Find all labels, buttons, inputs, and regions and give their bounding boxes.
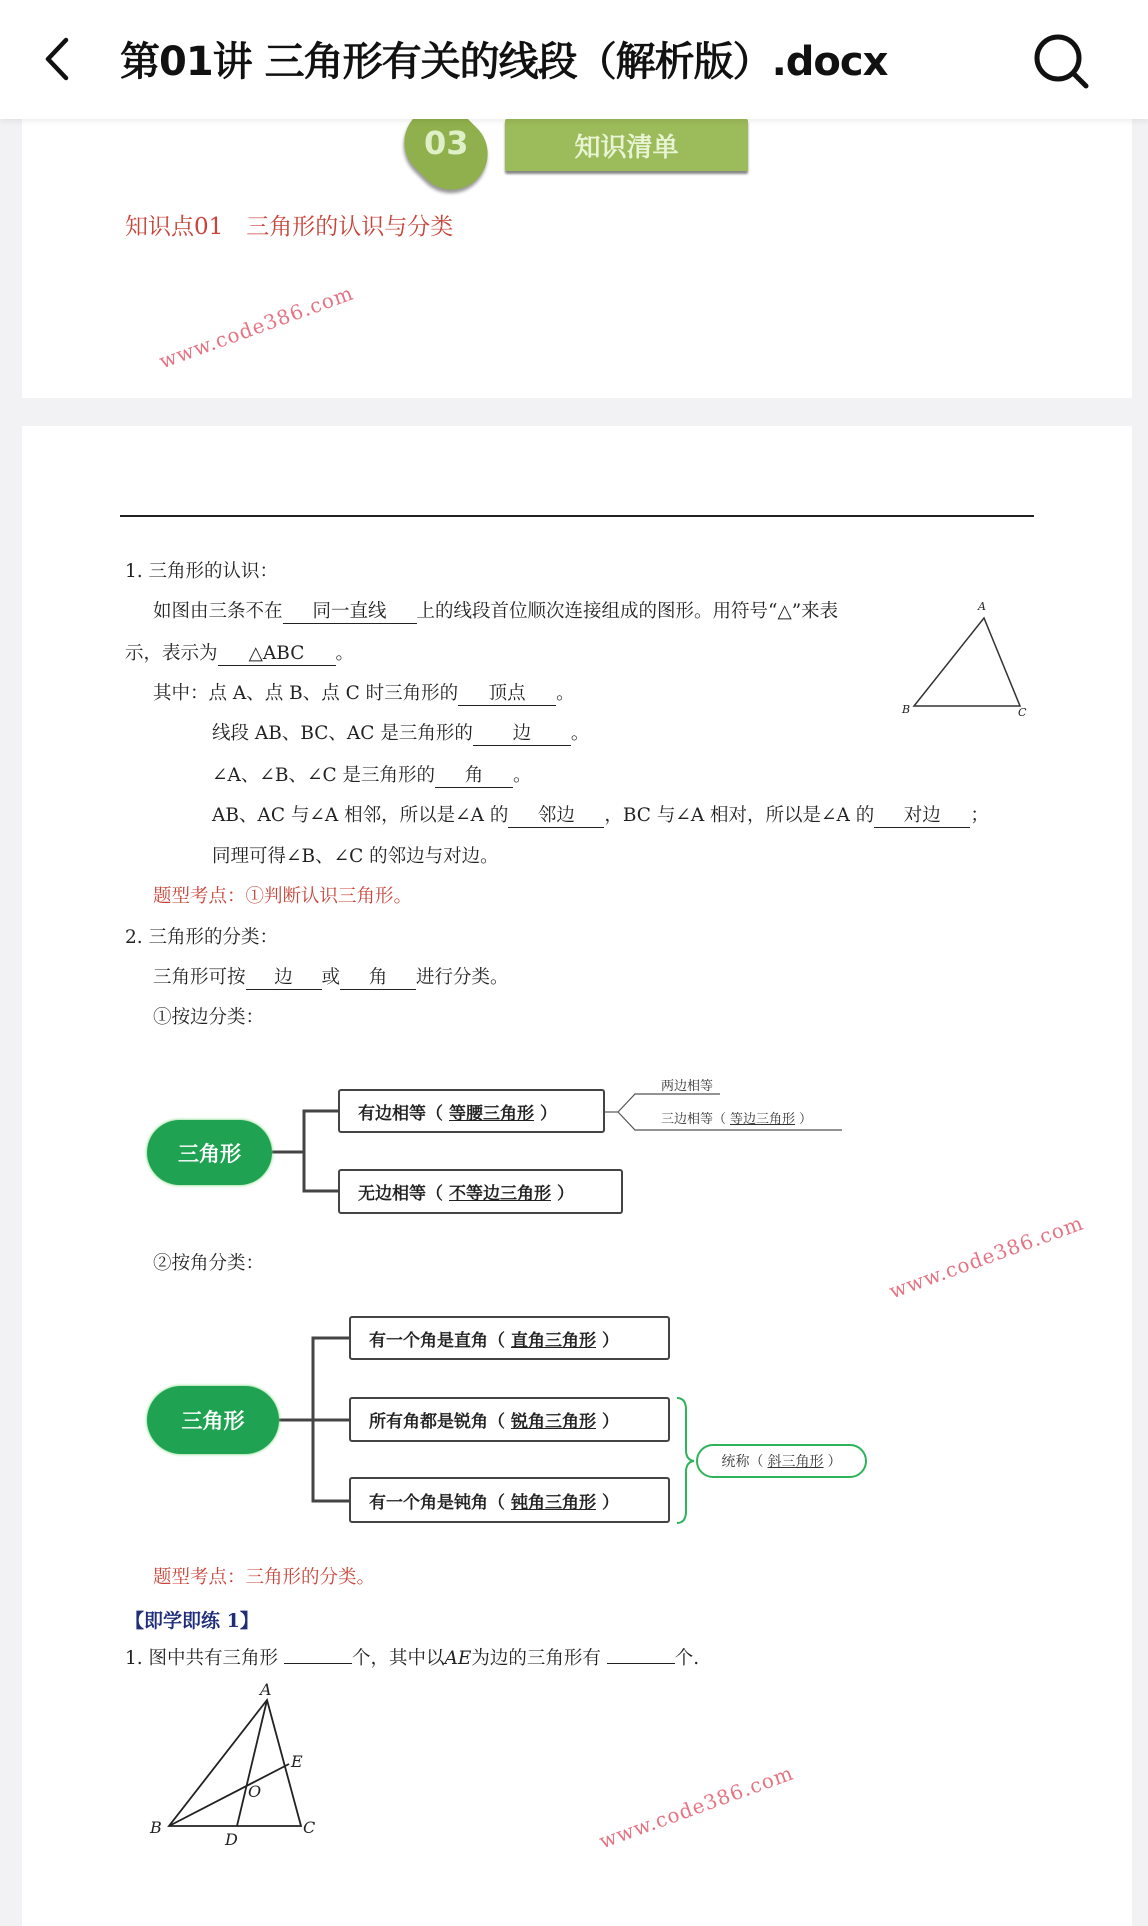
two-sides-equal: 两边相等	[661, 1079, 714, 1094]
practice-triangle	[169, 1700, 301, 1826]
q-label-e: E	[291, 1752, 303, 1771]
q-label-b: B	[150, 1818, 162, 1837]
question-1: 1. 图中共有三角形 个，其中以AE为边的三角形有 个.	[125, 1648, 700, 1669]
watermark: www.code386.com	[595, 1760, 797, 1854]
angle-root-node: 三角形	[147, 1386, 279, 1454]
triangle-abc	[914, 618, 1020, 706]
practice-title: 【即学即练 1】	[125, 1610, 259, 1632]
line-4: 线段 AB、BC、AC 是三角形的 边 。	[212, 723, 590, 744]
brace	[677, 1398, 694, 1523]
isosceles-node: 有边相等（ 等腰三角形 ）	[338, 1089, 605, 1133]
by-angle-label: ②按角分类：	[153, 1253, 265, 1274]
acute-triangle-node: 所有角都是锐角（ 锐角三角形 ）	[349, 1397, 670, 1442]
search-icon[interactable]	[1030, 30, 1092, 92]
label-c: C	[1018, 706, 1027, 719]
line-1: 如图由三条不在 同一直线 上的线段首位顺次连接组成的图形。用符号“△”来表	[153, 601, 839, 622]
line-5: ∠A、∠B、∠C 是三角形的 角 。	[212, 765, 532, 786]
q-label-d: D	[225, 1830, 238, 1849]
label-b: B	[902, 703, 911, 716]
badge-number: 03	[424, 124, 469, 162]
s1-title: 1. 三角形的认识：	[125, 561, 279, 582]
by-side-label: ①按边分类：	[153, 1007, 265, 1028]
oblique-group-node: 统称（ 斜三角形 ）	[696, 1444, 867, 1478]
section-heading: 知识点01 三角形的认识与分类	[125, 214, 454, 240]
line-6: AB、AC 与∠A 相邻，所以是∠A 的 邻边 ，BC 与∠A 相对，所以是∠A 的 对边 ；	[212, 805, 989, 826]
s2-title: 2. 三角形的分类：	[125, 927, 279, 948]
key-point-1: 题型考点：①判断认识三角形。	[153, 886, 413, 907]
right-triangle-node: 有一个角是直角（ 直角三角形 ）	[349, 1316, 670, 1360]
line-2: 示，表示为 △ABC 。	[125, 643, 355, 664]
angle-diagram-connectors	[279, 1338, 349, 1501]
top-bar	[0, 0, 1148, 119]
line-7: 同理可得∠B、∠C 的邻边与对边。	[212, 846, 499, 867]
badge-label: 知识清单	[505, 119, 748, 171]
key-point-2: 题型考点：三角形的分类。	[153, 1567, 376, 1588]
s2-line: 三角形可按 边 或 角 进行分类。	[153, 967, 509, 988]
side-root-node: 三角形	[147, 1120, 272, 1185]
back-chevron-icon[interactable]	[40, 36, 74, 82]
side-diagram-connectors	[272, 1111, 338, 1191]
line-3: 其中：点 A、点 B、点 C 时三角形的 顶点 。	[153, 683, 575, 704]
watermark: www.code386.com	[155, 280, 357, 374]
label-a: A	[978, 600, 986, 613]
equilateral-label: 三边相等（ 等边三角形 ）	[661, 1112, 813, 1127]
q-label-c: C	[303, 1818, 316, 1837]
watermark: www.code386.com	[885, 1210, 1087, 1304]
q-label-a: A	[260, 1680, 272, 1699]
document-title: 第01讲 三角形有关的线段（解析版）.docx	[120, 39, 888, 85]
q-label-o: O	[248, 1782, 262, 1801]
obtuse-triangle-node: 有一个角是钝角（ 钝角三角形 ）	[349, 1477, 670, 1523]
scalene-node: 无边相等（ 不等边三角形 ）	[338, 1169, 623, 1214]
